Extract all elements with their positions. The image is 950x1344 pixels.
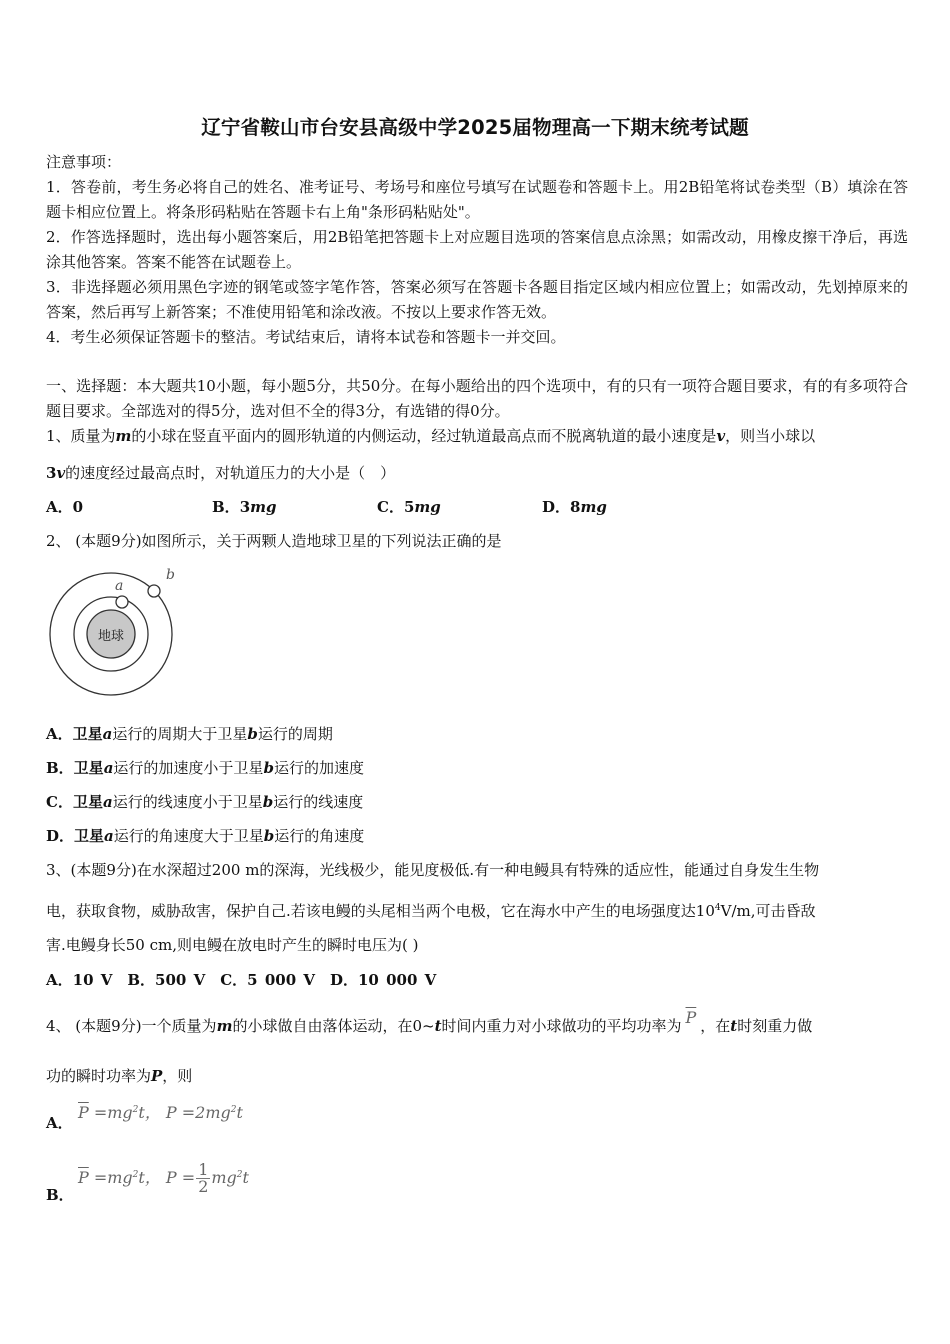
option-text: 运行的周期大于卫星 <box>112 725 248 743</box>
option-label: D．卫星 <box>46 827 105 845</box>
q4-text: 4、 (本题9分)一个质量为 <box>46 1017 217 1035</box>
option-label: A． <box>46 1114 73 1132</box>
option-text: 运行的线速度 <box>273 793 364 811</box>
earth-label: 地球 <box>97 629 125 644</box>
satellite-var: b <box>263 827 275 845</box>
q2-option-c[interactable] <box>46 792 363 812</box>
formula-exp: 2 <box>236 1170 243 1180</box>
option-label: C． <box>377 498 404 516</box>
formula-text: =mg <box>88 1168 133 1187</box>
q2-option-b[interactable] <box>46 758 364 778</box>
q1-coef: 3 <box>46 464 57 482</box>
q1-var-v: v <box>56 464 66 482</box>
satellite-var: b <box>263 759 274 777</box>
formula-a <box>78 1100 243 1123</box>
fraction-denominator: 2 <box>198 1177 209 1196</box>
option-label: B．卫星 <box>46 759 104 777</box>
option-label: B． <box>212 498 240 516</box>
fraction-numerator: 1 <box>198 1160 209 1179</box>
satellite-var: a <box>104 827 114 845</box>
formula-symbol: $\overline{P}$ <box>78 1168 89 1187</box>
satellite-a <box>116 596 128 608</box>
formula-symbol: $\overline{P}$ <box>78 1103 89 1122</box>
q3-text: 电，获取食物，威胁敌害，保护自己.若该电鳗的头尾相当两个电极，它在海水中产生的电场强度达10 <box>46 902 715 920</box>
option-value: 8 <box>570 498 581 516</box>
q4-var-m: m <box>216 1017 233 1035</box>
option-var: mg <box>250 498 277 516</box>
formula-b <box>78 1162 249 1195</box>
q2-option-d[interactable] <box>46 826 364 846</box>
q1-text: 的速度经过最高点时，对轨道压力的大小是（ ） <box>65 464 396 482</box>
question-3-stem-line2 <box>46 898 816 921</box>
option-d[interactable] <box>542 497 607 517</box>
option-label: B． <box>46 1186 74 1204</box>
notice-item-4: 4．考生必须保证答题卡的整洁。考试结束后，请将本试卷和答题卡一并交回。 <box>46 328 566 346</box>
formula-text: =mg <box>88 1103 133 1122</box>
q1-var-m: m <box>115 427 132 445</box>
q4-pbar: $\overline{P}$ <box>685 1008 697 1027</box>
q4-text: ，在 <box>700 1017 731 1035</box>
q4-var-t: t <box>730 1017 738 1035</box>
satellite-orbit-figure <box>46 562 186 696</box>
option-label: A．卫星 <box>46 725 103 743</box>
satellite-b <box>148 585 160 597</box>
option-text: 运行的加速度小于卫星 <box>113 759 264 777</box>
q4-text: 的小球做自由落体运动，在0~ <box>232 1017 435 1035</box>
q3-exponent: 4 <box>714 903 721 913</box>
satellite-b-label: b <box>166 567 175 583</box>
formula-text: t <box>242 1168 249 1187</box>
q1-text: 的小球在竖直平面内的圆形轨道的内侧运动，经过轨道最高点而不脱离轨道的最小速度是 <box>131 427 717 445</box>
formula-exp: 2 <box>230 1105 237 1115</box>
q4-text: ，则 <box>162 1067 193 1085</box>
q4-var-P: P <box>151 1067 163 1085</box>
notice-item-2: 2．作答选择题时，选出每小题答案后，用2B铅笔把答题卡上对应题目选项的答案信息点涂黑；如需改动，用橡皮擦干净后，再选涂其他答案。答案不能答在试题卷上。 <box>46 228 908 271</box>
satellite-var: b <box>262 793 274 811</box>
formula-text: t <box>236 1103 243 1122</box>
q1-text: 1、质量为 <box>46 427 116 445</box>
formula-text: mg <box>211 1168 237 1187</box>
q1-var-v: v <box>716 427 726 445</box>
q4-text: 功的瞬时功率为 <box>46 1067 152 1085</box>
option-var: mg <box>414 498 441 516</box>
question-1-stem <box>46 426 815 446</box>
section-instructions: 一、选择题：本大题共10小题，每小题5分，共50分。在每小题给出的四个选项中，有的只有一项符合题目要求，有的有多项符合题目要求。全部选对的得5分，选对但不全的得3分，有选错的得0分。 <box>46 377 908 420</box>
option-c[interactable] <box>377 497 441 517</box>
option-value: 0 <box>72 498 84 516</box>
question-3-stem-line3: 害.电鳗身长50 cm,则电鳗在放电时产生的瞬时电压为( ) <box>46 936 419 954</box>
option-text: 运行的周期 <box>257 725 333 743</box>
formula-text: t， P =2mg <box>138 1103 231 1122</box>
option-text: 运行的加速度 <box>273 759 364 777</box>
satellite-var: a <box>102 793 113 811</box>
option-var: mg <box>580 498 607 516</box>
notice-item-1: 1．答卷前，考生务必将自己的姓名、准考证号、考场号和座位号填写在试题卷和答题卡上。用2B铅笔将试卷类型（B）填涂在答题卡相应位置上。将条形码粘贴在答题卡右上角"条形码粘贴处"。 <box>46 178 908 221</box>
question-1-stem-line2 <box>46 463 395 483</box>
satellite-var: b <box>247 725 258 743</box>
q2-option-a[interactable] <box>46 724 333 744</box>
satellite-a-label: a <box>115 578 124 594</box>
notice-item-3: 3．非选择题必须用黑色字迹的钢笔或签字笔作答，答案必须写在答题卡各题目指定区域内相应位置上；如需改动，先划掉原来的答案，然后再写上新答案；不准使用铅笔和涂改液。不按以上要求作答无效。 <box>46 278 908 321</box>
page-title: 辽宁省鞍山市台安县高级中学2025届物理高一下期末统考试题 <box>201 116 749 139</box>
question-3-options[interactable]: A．10 V B．500 V C．5 000 V D．10 000 V <box>46 971 437 989</box>
option-value: 3 <box>239 498 251 516</box>
option-text: 运行的线速度小于卫星 <box>112 793 263 811</box>
option-label: C．卫星 <box>46 793 103 811</box>
formula-text: t， P = <box>138 1168 196 1187</box>
satellite-var: a <box>103 759 114 777</box>
question-3-stem-line1: 3、(本题9分)在水深超过200 m的深海，光线极少，能见度极低.有一种电鳗具有特殊的适应性，能通过自身发生生物 <box>46 861 820 879</box>
notice-heading: 注意事项： <box>46 153 122 171</box>
formula-exp: 2 <box>132 1105 139 1115</box>
question-2-stem: 2、 (本题9分)如图所示，关于两颗人造地球卫星的下列说法正确的是 <box>46 532 502 550</box>
question-4-stem <box>46 1008 813 1036</box>
formula-exp: 2 <box>132 1170 139 1180</box>
satellite-var: a <box>102 725 113 743</box>
q4-text: 时刻重力做 <box>737 1017 813 1035</box>
q4-text: 时间内重力对小球做功的平均功率为 <box>441 1017 682 1035</box>
q4-var-t: t <box>434 1017 442 1035</box>
q3-text: V/m,可击昏敌 <box>720 902 816 920</box>
option-text: 运行的角速度 <box>274 827 365 845</box>
option-label: D． <box>542 498 571 516</box>
option-text: 运行的角速度大于卫星 <box>113 827 264 845</box>
option-label: A． <box>46 498 73 516</box>
option-a[interactable] <box>46 497 83 517</box>
q1-text: ，则当小球以 <box>725 427 816 445</box>
question-4-stem-line2 <box>46 1066 192 1086</box>
formula-fraction <box>196 1162 210 1195</box>
option-b[interactable] <box>212 497 277 517</box>
option-value: 5 <box>403 498 415 516</box>
